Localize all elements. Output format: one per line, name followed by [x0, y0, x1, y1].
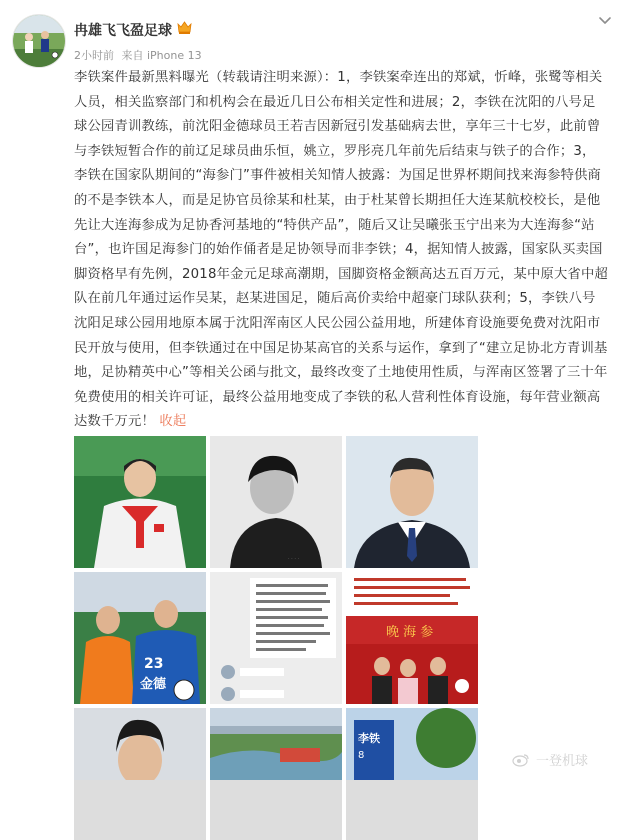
post-body: 李铁案件最新黑料曝光（转载请注明来源）：1，李铁案牵连出的郑斌，忻峰，张鹭等相关人员，相关监察部门和机构会在最近几日公布相关定性和进展；2，李铁在沈阳的八号足球公园青训教练，前沈阳金德球员王若吉因新冠引发基础病去世，享年三十七岁，此前曾与李铁短暂合作的前辽足球员曲乐恒，姚立，罗彤亮几年前先后结束与铁子的合作；3，李铁在国家队期间的“海参门”事件被相关知情人披露：为国足世界杯期间找来海参特供商的不是李铁本人，而是足协官员徐某和杜某，由于杜某曾长期担任大连某航校校长，是他先让大连海参成为足协香河基地的“特供产品”，随后又让吴曦张玉宁出来为大连海参“站台”，也许国足海参门的始作俑者是足协领导而非李铁；4，据知情人披露，国家队买卖国脚资格早有先例，2018年金元足球高潮期，国脚资格金额高达五百万元，某中原大省中超队在前几年通过运作吴某，赵某进国足，随后高价卖给中超豪门球队获利；5，李铁八号沈阳足球公园用地原本属于沈阳浑南区人民公园公益用地，所建体育设施要免费对沈阳市民开放与使用，但李铁通过在中国足协某高官的关系与运作，拿到了“建立足协北方青训基地，足协精英中心”等相关公函与批文，最终改变了土地使用性质，与浑南区签署了三十年免费使用的相关许可证，最终公益用地变成了李铁的私人营利性体育设施，每年营业额高达数千万元！ — [74, 70, 609, 430]
weibo-logo-icon — [512, 753, 530, 767]
post-source[interactable]: 来自 iPhone 13 — [121, 49, 202, 62]
watermark — [512, 750, 588, 769]
vip-badge-icon — [177, 20, 192, 35]
chevron-down-icon[interactable] — [597, 12, 613, 28]
avatar[interactable] — [12, 14, 66, 68]
photo-event-banner[interactable] — [346, 572, 478, 704]
collapse-link[interactable]: 收起 — [159, 414, 187, 430]
post-text — [74, 66, 609, 435]
svg-text:金德: 金德 — [140, 677, 167, 692]
photo-official-suit[interactable] — [346, 436, 478, 568]
photo-young-man[interactable] — [74, 708, 206, 840]
watermark-text: 一登机球 — [536, 754, 589, 769]
svg-text:· · · ·: · · · · — [288, 556, 300, 562]
photo-chat-screenshot[interactable] — [210, 572, 342, 704]
svg-text:晚 海 参: 晚 海 参 — [386, 625, 434, 640]
svg-text:李铁: 李铁 — [358, 732, 380, 745]
post-meta — [74, 47, 206, 63]
username[interactable]: 冉雄飞飞盈足球 — [74, 23, 172, 39]
post-time: 2小时前 — [74, 49, 114, 62]
photo-coach-red-jacket[interactable] — [74, 436, 206, 568]
photo-bw-portrait[interactable] — [210, 436, 342, 568]
photo-players-orange-blue[interactable] — [74, 572, 206, 704]
photo-aerial-city[interactable] — [210, 708, 342, 840]
photo-park-sign[interactable] — [346, 708, 478, 840]
svg-text:8: 8 — [358, 750, 365, 761]
svg-text:23: 23 — [144, 656, 164, 672]
